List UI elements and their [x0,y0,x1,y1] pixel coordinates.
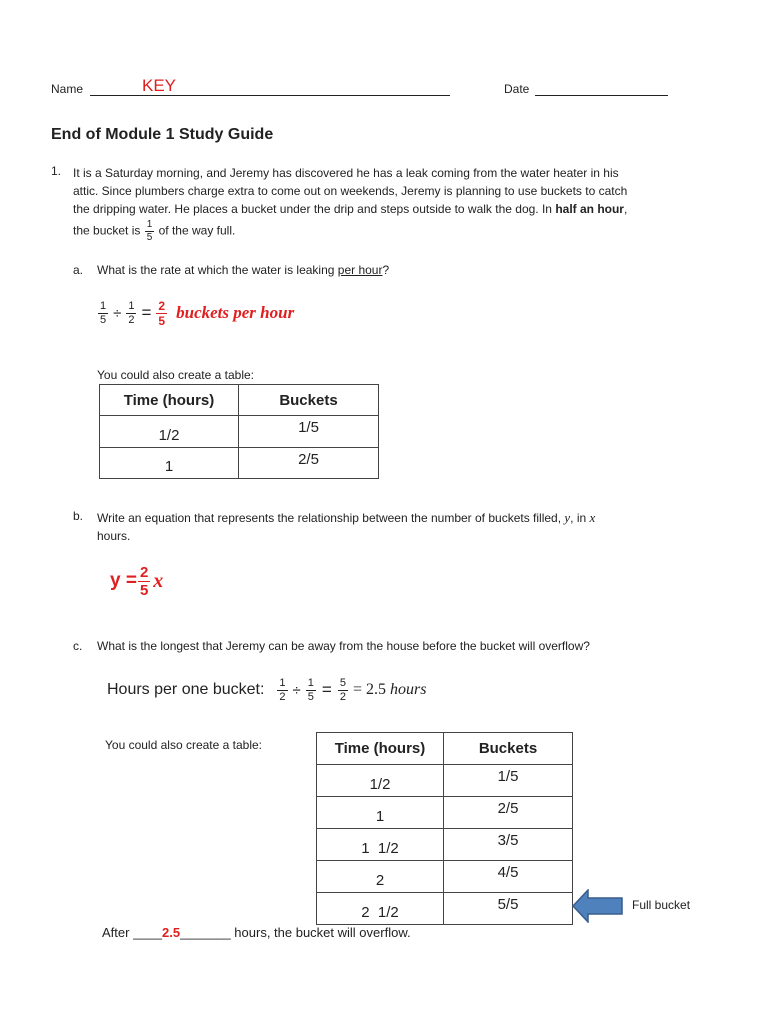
part-a-letter: a. [73,263,84,277]
q1-text [73,164,693,243]
part-b-q-b: , in [570,511,590,525]
table-cell: 1/2 [100,416,239,448]
part-b-letter: b. [73,509,84,523]
part-c-frac2 [306,678,316,703]
name-field[interactable] [90,78,450,96]
table-cell: 4/5 [444,861,573,893]
table-cell: 5/5 [444,893,573,925]
table-cell: 2 1/2 [317,893,444,925]
part-a-ans-num: 2 [158,298,166,313]
part-c-frac3-den: 2 [339,690,346,703]
part-a-equation [97,296,294,330]
part-b-q-a: Write an equation that represents the relationship between the number of buckets filled, [97,511,565,525]
part-b-line2: hours. [97,529,131,543]
table-row [317,765,573,797]
part-b-question [97,509,595,545]
part-a-q-a: What is the rate at which the water is leaking [97,263,338,277]
answer-value: 2.5 [162,925,181,940]
name-label: Name [51,82,84,96]
q1-frac-num: 1 [146,219,153,230]
part-a-table [99,384,379,479]
part-c-answer [102,925,411,940]
table-row [317,829,573,861]
q1-line3 [73,200,693,218]
q1-line3-b: , [623,202,628,216]
part-c-frac1 [277,678,287,703]
part-a-table-note: You could also create a table: [97,368,255,382]
full-bucket-label: Full bucket [632,898,691,912]
answer-prefix: After ____ [102,925,162,940]
table-cell: 1/5 [444,765,573,797]
q1-line4 [73,220,693,243]
part-a-q-b: ? [382,263,390,277]
part-c-frac2-den: 5 [307,690,314,703]
part-a-frac1-den: 5 [100,313,107,326]
part-b-var-y: y [564,510,571,525]
table-cell: 1/2 [317,765,444,797]
part-c-equals1: = [321,680,332,699]
table-header: Time (hours) [317,733,444,765]
part-b-var: x [153,569,164,592]
table-cell: 2/5 [444,797,573,829]
part-a-ans-den: 5 [158,313,166,328]
part-b-line1 [97,509,595,527]
part-a-frac2-num: 1 [128,299,135,312]
part-a-frac1 [98,301,108,326]
left-arrow-icon [572,889,624,923]
table-row [317,861,573,893]
part-a-q-underlined: per hour [337,263,383,277]
part-c-table [316,732,573,925]
part-a-frac1-num: 1 [100,299,107,312]
table-cell: 2/5 [239,448,379,479]
q1-fraction [145,220,155,243]
table-header: Buckets [239,385,379,416]
part-a-answer-frac [156,300,167,327]
part-c-divide: ÷ [292,681,301,699]
part-b-frac-num: 2 [139,563,149,581]
table-cell: 1 1/2 [317,829,444,861]
name-value: KEY [142,76,177,95]
q1-line1: It is a Saturday morning, and Jeremy has discovered he has a leak coming from the water heater in his [73,166,619,180]
table-row [317,797,573,829]
part-a-frac2 [126,301,136,326]
part-b-frac [138,565,150,598]
part-c-frac3-num: 5 [339,676,346,689]
part-c-question: What is the longest that Jeremy can be away from the house before the bucket will overflow? [97,639,590,653]
table-header: Buckets [444,733,573,765]
part-c-label: Hours per one bucket: [107,681,265,698]
part-c-frac1-num: 1 [279,676,286,689]
part-b-lhs: y = [110,570,137,591]
part-b-equation [110,560,163,602]
part-c-table-note: You could also create a table: [105,738,263,752]
part-a-unit: buckets per hour [176,303,295,322]
table-cell: 2 [317,861,444,893]
q1-frac-den: 5 [146,232,153,243]
part-b-frac-den: 5 [139,581,149,599]
part-c-frac2-num: 1 [307,676,314,689]
part-a-question [97,263,389,277]
q1-line3-a: the dripping water. He places a bucket under the drip and steps outside to walk the dog. In [73,202,556,216]
table-cell: 1/5 [239,416,379,448]
part-c-frac3 [338,678,348,703]
date-label: Date [504,82,530,96]
part-c-letter: c. [73,639,83,653]
q1-number: 1. [51,164,62,178]
part-c-frac1-den: 2 [279,690,286,703]
table-row [317,893,573,925]
part-b-var-x: x [589,510,596,525]
table-header-row [100,385,379,416]
date-field[interactable] [535,78,668,96]
table-row [100,416,379,448]
part-a-divide: ÷ [113,304,122,322]
table-header-row [317,733,573,765]
part-a-equals: = [141,303,152,322]
answer-suffix: _______ hours, the bucket will overflow. [180,925,411,940]
q1-half-hour: half an hour [555,202,624,216]
page-title: End of Module 1 Study Guide [51,126,274,143]
table-row [100,448,379,479]
table-cell: 1 [100,448,239,479]
part-c-equals2: = 2.5 [352,681,390,698]
q1-line4-b: of the way full. [155,223,236,238]
part-c-equation [107,673,426,707]
part-a-frac2-den: 2 [128,313,135,326]
table-cell: 1 [317,797,444,829]
table-cell: 3/5 [444,829,573,861]
part-c-unit: hours [390,681,427,698]
table-header: Time (hours) [100,385,239,416]
q1-line2: attic. Since plumbers charge extra to come out on weekends, Jeremy is planning to use buckets to catch [73,184,628,198]
q1-line4-a: the bucket is [73,223,144,238]
